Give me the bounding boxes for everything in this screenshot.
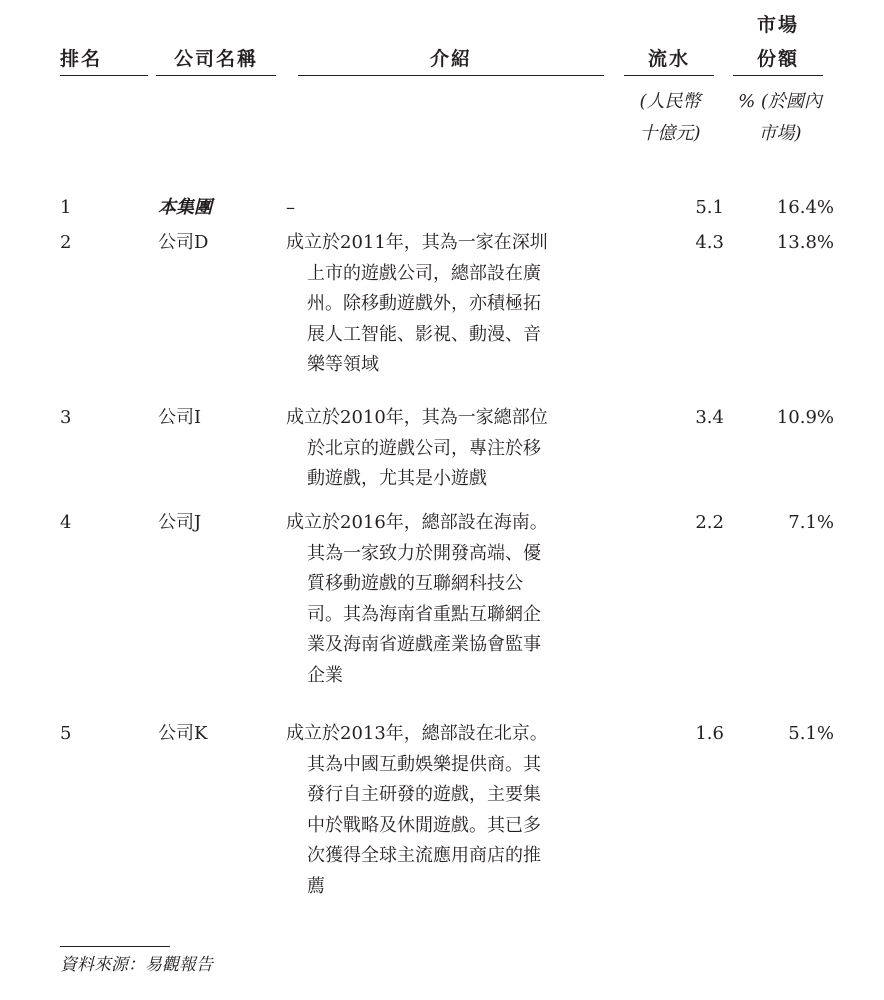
header-rule-rank <box>60 75 148 76</box>
rank-cell: 3 <box>60 407 72 428</box>
source-divider <box>60 946 170 947</box>
share-cell: 5.1% <box>788 723 834 744</box>
share-cell: 10.9% <box>776 407 834 428</box>
intro-line: 展人工智能、影視、動漫、音 <box>307 323 541 345</box>
unit-revenue-line1: (人民幣 <box>639 91 701 112</box>
share-cell: 16.4% <box>776 197 834 218</box>
company-cell: 公司D <box>158 232 209 253</box>
intro-line: 州。除移動遊戲外，亦積極拓 <box>307 293 541 314</box>
header-rule-intro <box>298 75 604 76</box>
intro-line: 上市的遊戲公司，總部設在廣 <box>307 262 541 284</box>
intro-line: 發行自主研發的遊戲，主要集 <box>307 784 541 805</box>
header-intro: 介紹 <box>429 48 472 70</box>
intro-cell <box>286 193 616 224</box>
rank-cell: 1 <box>60 197 72 218</box>
intro-line: 其為一家致力於開發高端、優 <box>307 542 541 564</box>
intro-line: 成立於2010年，其為一家總部位 <box>286 407 548 428</box>
rank-cell: 4 <box>60 512 72 533</box>
rank-cell: 2 <box>60 232 72 253</box>
header-rule-revenue <box>624 75 714 76</box>
header-rule-company <box>156 75 276 76</box>
intro-line: – <box>286 197 295 218</box>
intro-cell <box>286 719 616 902</box>
share-cell: 7.1% <box>788 512 834 533</box>
revenue-cell: 3.4 <box>695 407 724 428</box>
intro-line: 企業 <box>307 664 343 686</box>
revenue-cell: 2.2 <box>695 512 724 533</box>
intro-line: 次獲得全球主流應用商店的推 <box>307 845 541 866</box>
company-cell: 公司I <box>158 407 202 428</box>
share-cell: 13.8% <box>776 232 834 253</box>
company-cell: 公司J <box>158 512 202 533</box>
intro-line: 質移動遊戲的互聯網科技公 <box>307 573 523 594</box>
source-note: 資料來源：易觀報告 <box>60 955 213 975</box>
intro-line: 中於戰略及休閒遊戲。其已多 <box>307 814 541 836</box>
rank-cell: 5 <box>60 723 72 744</box>
intro-line: 其為中國互動娛樂提供商。其 <box>307 753 541 775</box>
intro-cell <box>286 403 616 495</box>
revenue-cell: 4.3 <box>695 232 724 253</box>
intro-line: 成立於2016年，總部設在海南。 <box>286 512 548 533</box>
intro-line: 樂等領域 <box>307 354 379 375</box>
unit-revenue-line2: 十億元) <box>639 123 701 144</box>
intro-cell <box>286 228 616 381</box>
revenue-cell: 1.6 <box>695 723 724 744</box>
header-share-bottom: 份額 <box>756 48 799 70</box>
header-share-top: 市場 <box>756 14 799 36</box>
intro-cell <box>286 508 616 691</box>
unit-share-line2: 市場) <box>758 123 802 144</box>
header-revenue: 流水 <box>647 48 690 70</box>
intro-line: 薦 <box>307 875 325 897</box>
header-rule-share <box>733 75 823 76</box>
intro-line: 司。其為海南省重點互聯網企 <box>307 603 541 625</box>
intro-line: 動遊戲，尤其是小遊戲 <box>307 468 487 489</box>
intro-line: 於北京的遊戲公司，專注於移 <box>307 437 541 459</box>
header-rank: 排名 <box>60 48 103 70</box>
header-company: 公司名稱 <box>173 48 258 70</box>
unit-share-line1: % (於國內 <box>738 91 822 112</box>
intro-line: 成立於2011年，其為一家在深圳 <box>286 232 548 253</box>
company-cell: 公司K <box>158 723 208 744</box>
company-cell: 本集團 <box>158 197 212 218</box>
revenue-cell: 5.1 <box>695 197 724 218</box>
intro-line: 業及海南省遊戲產業協會監事 <box>307 634 541 655</box>
intro-line: 成立於2013年，總部設在北京。 <box>286 723 548 744</box>
